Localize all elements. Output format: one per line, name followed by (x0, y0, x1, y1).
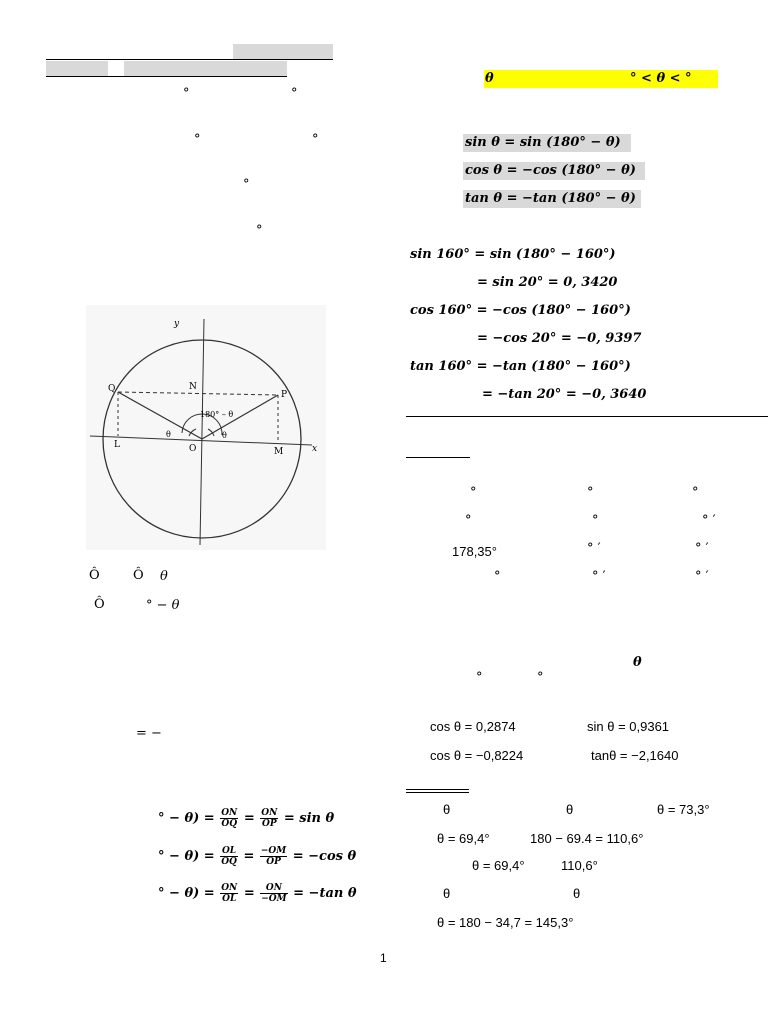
section-divider (406, 416, 768, 417)
answer-theta: θ (573, 886, 581, 901)
degree-mark: ° (183, 86, 190, 101)
exercise-cell: ° (465, 513, 472, 528)
example-line: tan 160° = −tan (180° − 160°) (410, 359, 631, 374)
answer-value: θ = 73,3° (657, 802, 710, 817)
theta-symbol: θ (485, 71, 494, 86)
angle-supplement-label: 180° – θ (200, 410, 234, 419)
exercise-cell: ° ′ (695, 541, 709, 556)
given-cos-negative: cos θ = −0,8224 (430, 748, 524, 763)
example-line: cos 160° = −cos (180° − 160°) (410, 303, 631, 318)
unit-circle-diagram (86, 305, 326, 550)
example-line: sin 160° = sin (180° − 160°) (410, 247, 616, 262)
point-p-label: P (281, 390, 288, 400)
degree-mark: ° (537, 670, 544, 685)
angle-symbol: Ô (89, 568, 100, 583)
answer-theta: θ (443, 802, 451, 817)
exercise-cell: ° (470, 485, 477, 500)
point-l-label: L (114, 440, 120, 450)
answer-theta: θ (443, 886, 451, 901)
point-o-label: O (189, 444, 197, 454)
answer-value: 180 − 69.4 = 110,6° (530, 831, 644, 846)
point-q-label: Q (108, 384, 116, 394)
axis-x-label: x (312, 444, 318, 454)
identity-sin: sin θ = sin (180° − θ) (465, 135, 621, 150)
degree-mark: ° (243, 177, 250, 192)
answers-heading-underline-2 (406, 792, 469, 793)
angle-theta-left-label: θ (166, 430, 171, 439)
answers-heading-underline (406, 789, 469, 790)
given-cos-positive: cos θ = 0,2874 (430, 719, 516, 734)
identity-row-cos: ° − θ) = $\frac{OL}{OQ}$ = $\frac{-OM}{OP}$ = −cos θ (158, 846, 357, 867)
answer-value: θ = 180 − 34,7 = 145,3° (437, 915, 574, 930)
example-line: = −cos 20° = −0, 9397 (477, 331, 642, 346)
section-heading-underline (406, 457, 470, 458)
header-bar-top (233, 44, 333, 59)
degree-mark: ° (476, 670, 483, 685)
answer-theta: θ (566, 802, 574, 817)
exercise-cell: ° (692, 485, 699, 500)
example-line: = −tan 20° = −0, 3640 (482, 387, 647, 402)
given-sin: sin θ = 0,9361 (587, 719, 670, 734)
example-line: = sin 20° = 0, 3420 (477, 275, 618, 290)
theta-symbol: θ (160, 569, 168, 584)
identity-row-sin: ° − θ) = $\frac{ON}{OQ}$ = $\frac{ON}{OP}$ = sin θ (158, 808, 335, 829)
exercise-cell: ° (592, 513, 599, 528)
axis-y-label: y (174, 319, 180, 329)
point-n-label: N (189, 382, 197, 392)
header-rule (46, 59, 333, 60)
equals-minus: = − (136, 726, 162, 741)
header-bar-right (124, 61, 287, 76)
page-number: 1 (380, 951, 387, 965)
exercise-cell: 178,35° (452, 544, 497, 559)
exercise-cell: ° (587, 485, 594, 500)
exercise-cell: ° ′ (702, 513, 716, 528)
angle-symbol: Ô (94, 597, 105, 612)
theta-symbol: θ (633, 655, 642, 670)
answer-value: θ = 69,4° (437, 831, 490, 846)
theta-range: ° < θ < ° (630, 71, 692, 86)
identity-cos: cos θ = −cos (180° − θ) (465, 163, 636, 178)
angle-theta-right-label: θ (222, 431, 227, 440)
exercise-cell: ° ′ (587, 541, 601, 556)
answer-value: θ = 69,4° (472, 858, 525, 873)
given-tan: tanθ = −2,1640 (591, 748, 679, 763)
point-m-label: M (274, 447, 284, 457)
degree-mark: ° (291, 86, 298, 101)
supplement-expression: ° − θ (146, 598, 180, 613)
angle-symbol: Ô (133, 568, 144, 583)
unit-circle-figure (86, 305, 326, 550)
degree-mark: ° (194, 132, 201, 147)
exercise-cell: ° ′ (592, 569, 606, 584)
degree-mark: ° (312, 132, 319, 147)
identity-tan: tan θ = −tan (180° − θ) (465, 191, 636, 206)
exercise-cell: ° ′ (695, 569, 709, 584)
answer-value: 110,6° (561, 858, 598, 873)
exercise-cell: ° (494, 569, 501, 584)
header-bar-left (46, 61, 108, 76)
header-underline (46, 76, 287, 77)
identity-row-tan: ° − θ) = $\frac{ON}{OL}$ = $\frac{ON}{-OM}$ = −tan θ (158, 883, 357, 904)
degree-mark: ° (256, 223, 263, 238)
